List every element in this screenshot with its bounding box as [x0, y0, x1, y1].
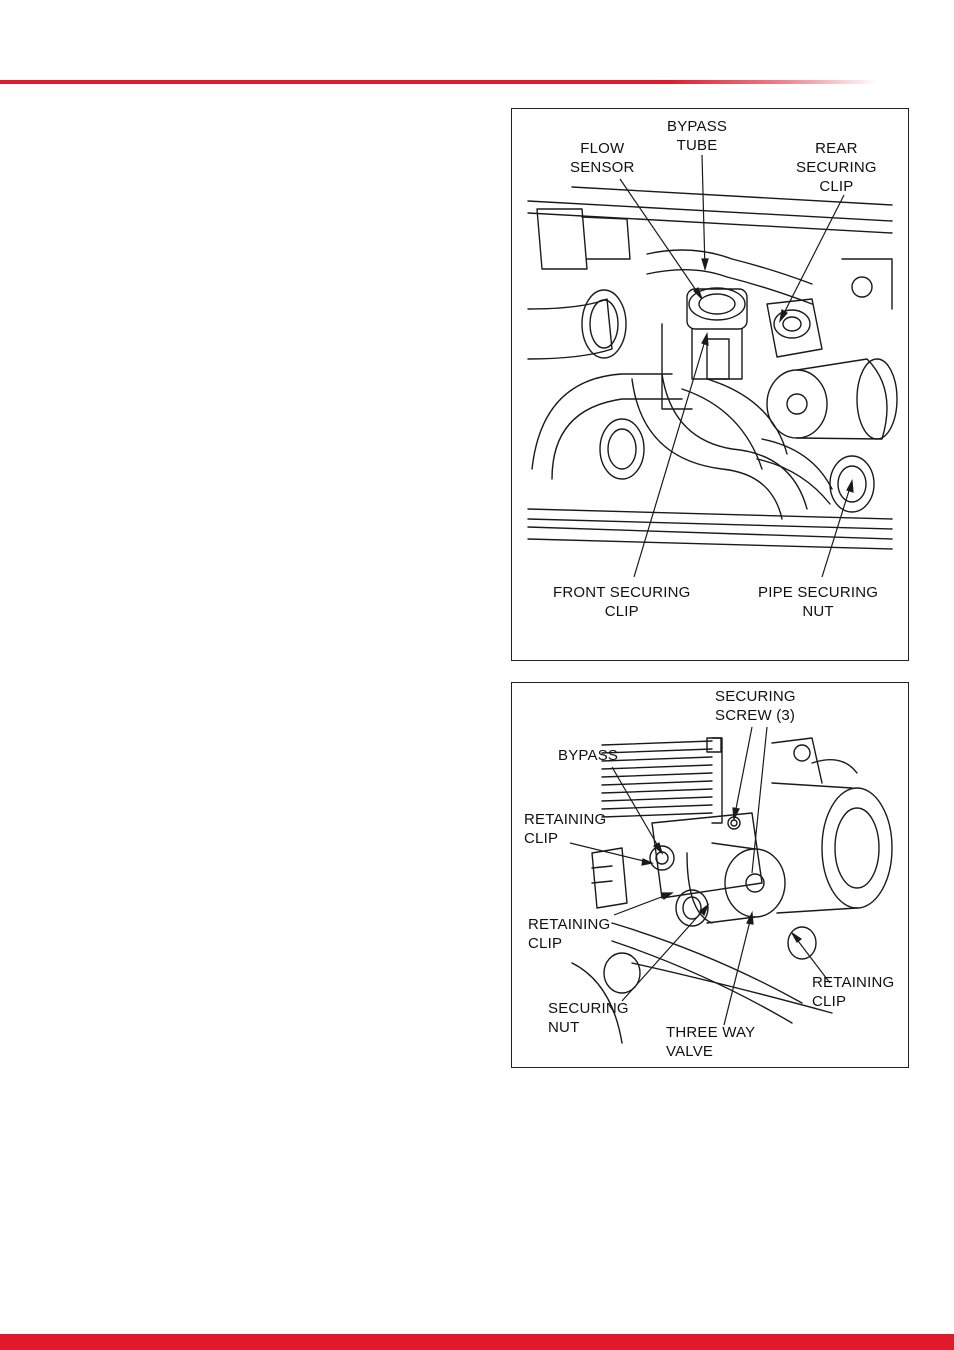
label-bypass-tube: BYPASS TUBE — [667, 118, 728, 154]
header-rule — [0, 80, 954, 84]
footer-band — [0, 1334, 954, 1350]
label-securing-screw: SECURING SCREW (3) — [715, 688, 796, 724]
label-rear-securing-clip: REAR SECURING CLIP — [796, 140, 877, 195]
label-bypass: BYPASS — [558, 747, 619, 764]
label-securing-nut: SECURING NUT — [548, 1000, 629, 1036]
label-retaining-clip-middle: RETAINING CLIP — [528, 916, 611, 952]
label-pipe-securing-nut: PIPE SECURING NUT — [758, 584, 879, 620]
label-front-securing-clip: FRONT SECURING CLIP — [553, 584, 691, 620]
figure-flow-sensor — [511, 108, 909, 661]
label-flow-sensor: FLOW SENSOR — [570, 140, 635, 176]
label-three-way-valve: THREE WAY VALVE — [666, 1024, 756, 1060]
figure-three-way-valve — [511, 682, 909, 1068]
label-retaining-clip-right: RETAINING CLIP — [812, 974, 895, 1010]
label-retaining-clip-upper: RETAINING CLIP — [524, 811, 607, 847]
